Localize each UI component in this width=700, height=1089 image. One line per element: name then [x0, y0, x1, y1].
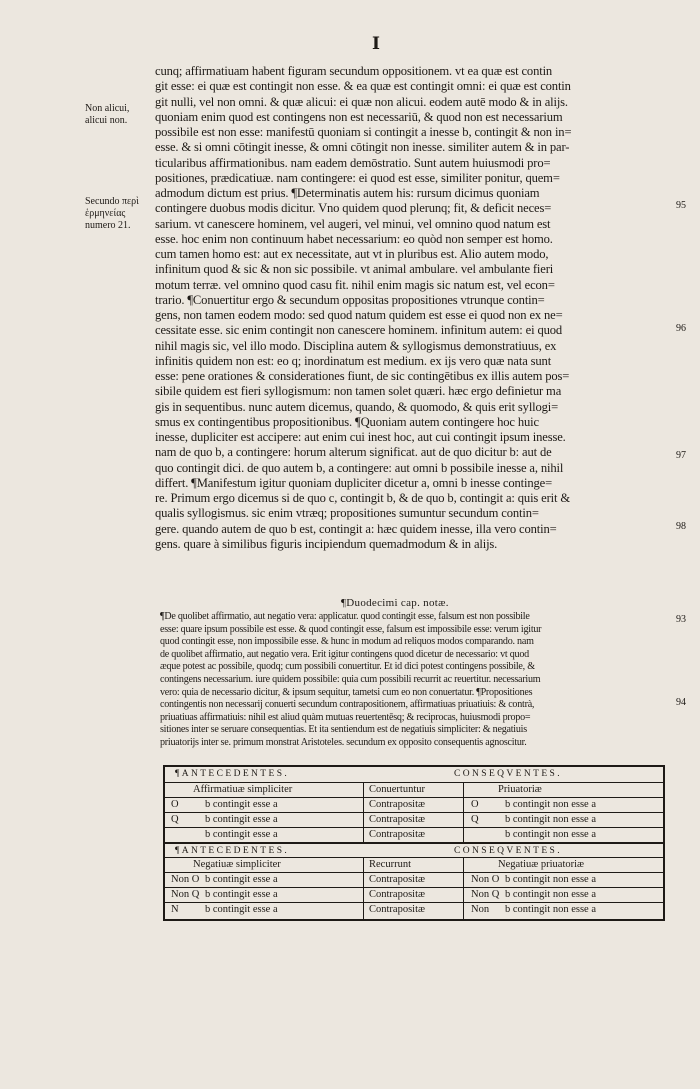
- quantifier-cell: Non: [471, 904, 490, 915]
- consequent-cell: b contingit non esse a: [505, 874, 596, 885]
- commentary-line: vero: quia de necessario dicitur, & ipsum sequitur, tametsi cum eo non conuertatur. ¶Propositiones: [160, 686, 533, 698]
- margin-number: 94: [676, 697, 686, 708]
- commentary-line: esse: quare ipsum possibile est esse. & quod contingit esse, falsum est impossibile esse: verum igitur: [160, 623, 542, 635]
- relation-cell: Contrapositæ: [369, 814, 426, 825]
- text-line: gens. quare à similibus figuris incipiendum quemadmodum & in alijs.: [155, 536, 498, 551]
- chapter-notes-caption: ¶Duodecimi cap. notæ.: [341, 597, 449, 609]
- text-line: gens, non tamen eodem modo: sed quod natum quidem est esse ei quod non ex ne=: [155, 308, 563, 322]
- quantifier-cell: Non O: [471, 874, 500, 885]
- consequent-cell: b contingit non esse a: [505, 904, 596, 915]
- commentary-line: de quolibet affirmatio, aut negatio vera. Erit igitur contingens quod dicetur de necessario: vt quod: [160, 648, 529, 660]
- margin-number: 97: [676, 450, 686, 461]
- text-line: positiones, prædicatiuæ. nam contingere: ei quod est esse, similiter ponitur, quem=: [155, 170, 560, 185]
- antecedent-cell: b contingit esse a: [205, 889, 278, 900]
- text-line: admodum dictum est prius. ¶Determinatis autem his: rursum dicimus quoniam: [155, 186, 540, 200]
- text-line: esse. hoc enim non continuum habet necessarium: eo quòd non semper est homo.: [155, 231, 553, 246]
- text-line: nam de quo b, a contingere: horum alterum significat. aut de quo dicitur b: aut de: [155, 445, 552, 460]
- conversion-table: [163, 765, 665, 921]
- relation-cell: Contrapositæ: [369, 904, 426, 915]
- table-row: [165, 827, 663, 843]
- quantifier-cell: Non O: [171, 874, 200, 885]
- consequentes-heading: CONSEQVENTES.: [454, 846, 562, 856]
- text-line: git nulli, vel non omni. & quæ alicui: ei quæ non alicui. eodem autē modo & in alijs.: [155, 94, 568, 109]
- text-line: qualis syllogismus. sic enim vtræq; propositiones sumuntur secundum contin=: [155, 506, 539, 521]
- column-heading: Negatiuæ priuatoriæ: [498, 859, 585, 870]
- table-header-row: [165, 767, 663, 782]
- text-line: infinitis quidem non est: eo q; inordinatum est medium. ex ijs vero quæ nata sunt: [155, 353, 552, 368]
- relation-cell: Contrapositæ: [369, 874, 426, 885]
- quantifier-cell: Non Q: [471, 889, 500, 900]
- antecedentes-heading: ¶ANTECEDENTES.: [175, 846, 290, 856]
- column-heading: Negatiuæ simpliciter: [193, 859, 281, 870]
- table-row: [165, 872, 663, 888]
- quantifier-cell: Non Q: [171, 889, 200, 900]
- text-line: quo contingit dici. de quo autem b, a contingere: aut omni b possibile inesse a, nihil: [155, 460, 564, 475]
- margin-number: 98: [676, 521, 686, 532]
- antecedent-cell: b contingit esse a: [205, 904, 278, 915]
- text-line: ticularibus affirmationibus. nam eadem demōstratio. Sunt autem huiusmodi pro=: [155, 155, 551, 170]
- text-line: differt. ¶Manifestum igitur quoniam dupliciter dicetur a, omni b inesse continge=: [155, 475, 553, 490]
- text-line: sibile quidem est fieri syllogismum: non tamen solet quæri. hæc ergo definietur ma: [155, 384, 562, 399]
- quantifier-cell: Q: [471, 814, 479, 825]
- table-row: [165, 902, 663, 918]
- margin-note-1: Non alicui, alicui non.: [85, 103, 130, 126]
- text-line: re. Primum ergo dicemus si de quo c, contingit b, & de quo b, contingit a: quis erit &: [155, 491, 570, 505]
- text-line: gere. quando autem de quo b est, contingit a: hæc quidem inesse, illa vero contin=: [155, 521, 557, 536]
- main-text-block: [155, 64, 673, 552]
- commentary-line: sitiones inter se seruare consequentias. Et ita sentiendum est de negatiuis simpliciter: & negatiuis: [160, 724, 527, 736]
- commentary-line: priuatorijs inter se. primum monstrat Aristoteles. secundum ex opposito consequentis agnoscitur.: [160, 736, 527, 748]
- column-heading: Recurrunt: [369, 859, 411, 870]
- table-subheader-row: [165, 782, 663, 798]
- consequentes-heading: CONSEQVENTES.: [454, 769, 562, 779]
- margin-number: 93: [676, 614, 686, 625]
- commentary-line: contingens necessarium. iure quidem possibile: quia cum possibili recurrit ac reuertitur. necessarium: [160, 673, 541, 685]
- text-line: possibile est non esse: manifestū quoniam si contingit a inesse b, contingit & non in=: [155, 125, 572, 139]
- commentary-line: æque potest ac possibile, quodq; cum possibili conuertitur. Et id dici potest contingens possibile, &: [160, 661, 535, 673]
- consequent-cell: b contingit non esse a: [505, 829, 596, 840]
- text-line: inesse, dupliciter est accipere: aut enim cui inest hoc, aut cui contingit ipsum inesse.: [155, 430, 566, 444]
- text-line: gis in sequentibus. nunc autem dicemus, quando, & quomodo, & quis erit syllogi=: [155, 399, 559, 414]
- text-line: infinitum quod & sic & non sic possibile. vt animal ambulare. vel ambulante fieri: [155, 262, 554, 277]
- text-line: smus ex contingentibus propositionibus. ¶Quoniam autem contingere hoc huic: [155, 414, 539, 429]
- antecedent-cell: b contingit esse a: [205, 874, 278, 885]
- consequent-cell: b contingit non esse a: [505, 814, 596, 825]
- consequent-cell: b contingit non esse a: [505, 799, 596, 810]
- relation-cell: Contrapositæ: [369, 889, 426, 900]
- margin-number: 95: [676, 200, 686, 211]
- margin-note-2: Secundo περὶ ἑρμηνείας numero 21.: [85, 196, 139, 231]
- column-heading: Priuatoriæ: [498, 784, 542, 795]
- text-line: contingere duobus modis dicitur. Vno quidem quod plerunq; fit, & deficit neces=: [155, 201, 552, 216]
- relation-cell: Contrapositæ: [369, 799, 426, 810]
- commentary-line: contingentis non necessarij conuerti secundum contrapositionem, affirmatiuas priuatiuis: & contrà,: [160, 699, 535, 711]
- table-row: [165, 797, 663, 813]
- text-line: esse. & si omni cōtingit inesse, & omni cōtingit non inesse. similiter autem & in par-: [155, 140, 570, 155]
- text-line: git esse: ei quæ est contingit non esse. & ea quæ est contingit omni: ei quæ est contin: [155, 79, 571, 94]
- text-line: cum tamen homo est: aut ex necessitate, aut vt in pluribus est. Alio autem modo,: [155, 247, 549, 261]
- antecedent-cell: b contingit esse a: [205, 814, 278, 825]
- antecedent-cell: b contingit esse a: [205, 829, 278, 840]
- table-row: [165, 887, 663, 903]
- consequent-cell: b contingit non esse a: [505, 889, 596, 900]
- text-line: quoniam enim quod est contingens non est necessariū, & quod non est necessarium: [155, 109, 563, 124]
- commentary-block: [160, 611, 674, 750]
- column-heading: Affirmatiuæ simpliciter: [193, 784, 293, 795]
- table-subheader-row: [165, 857, 663, 873]
- text-line: sarium. vt canescere hominem, vel augeri, vel minui, vel omnino quod natum est: [155, 216, 551, 231]
- commentary-line: quod contingit esse, non impossibile esse. & hunc in modum ad reliquos modos comparando. nam: [160, 636, 534, 648]
- text-line: nihil magis sic, vel illo modo. Disciplina autem & syllogismus demonstratiuus, ex: [155, 338, 557, 353]
- margin-number: 96: [676, 323, 686, 334]
- relation-cell: Contrapositæ: [369, 829, 426, 840]
- table-row: [165, 812, 663, 828]
- quantifier-cell: N: [171, 904, 179, 915]
- quantifier-cell: O: [471, 799, 479, 810]
- text-line: cessitate esse. sic enim contingit non canescere hominem. infinitum autem: ei quod: [155, 323, 563, 338]
- commentary-line: ¶De quolibet affirmatio, aut negatio vera: applicatur. quod contingit esse, falsum est non possibile: [160, 611, 530, 622]
- antecedentes-heading: ¶ANTECEDENTES.: [175, 769, 290, 779]
- antecedent-cell: b contingit esse a: [205, 799, 278, 810]
- text-line: cunq; affirmatiuam habent figuram secundum oppositionem. vt ea quæ est contin: [155, 64, 553, 78]
- text-line: motum terræ. vel omnino quod casu fit. nihil enim magis sic natum est, vel econ=: [155, 277, 555, 292]
- commentary-line: priuatiuas affirmatiuis: nihil est aliud quàm mutuas reuertentēsq; & reciprocas, huiusmodi propo=: [160, 711, 531, 723]
- column-heading: Conuertuntur: [369, 784, 425, 795]
- text-line: trario. ¶Conuertitur ergo & secundum oppositas propositiones vtrunque contin=: [155, 292, 545, 307]
- quantifier-cell: Q: [171, 814, 179, 825]
- folio-number: I: [372, 34, 380, 54]
- quantifier-cell: O: [171, 799, 179, 810]
- text-line: esse: pene orationes & considerationes fiunt, de sic contingētibus ex illis autem pos=: [155, 369, 570, 383]
